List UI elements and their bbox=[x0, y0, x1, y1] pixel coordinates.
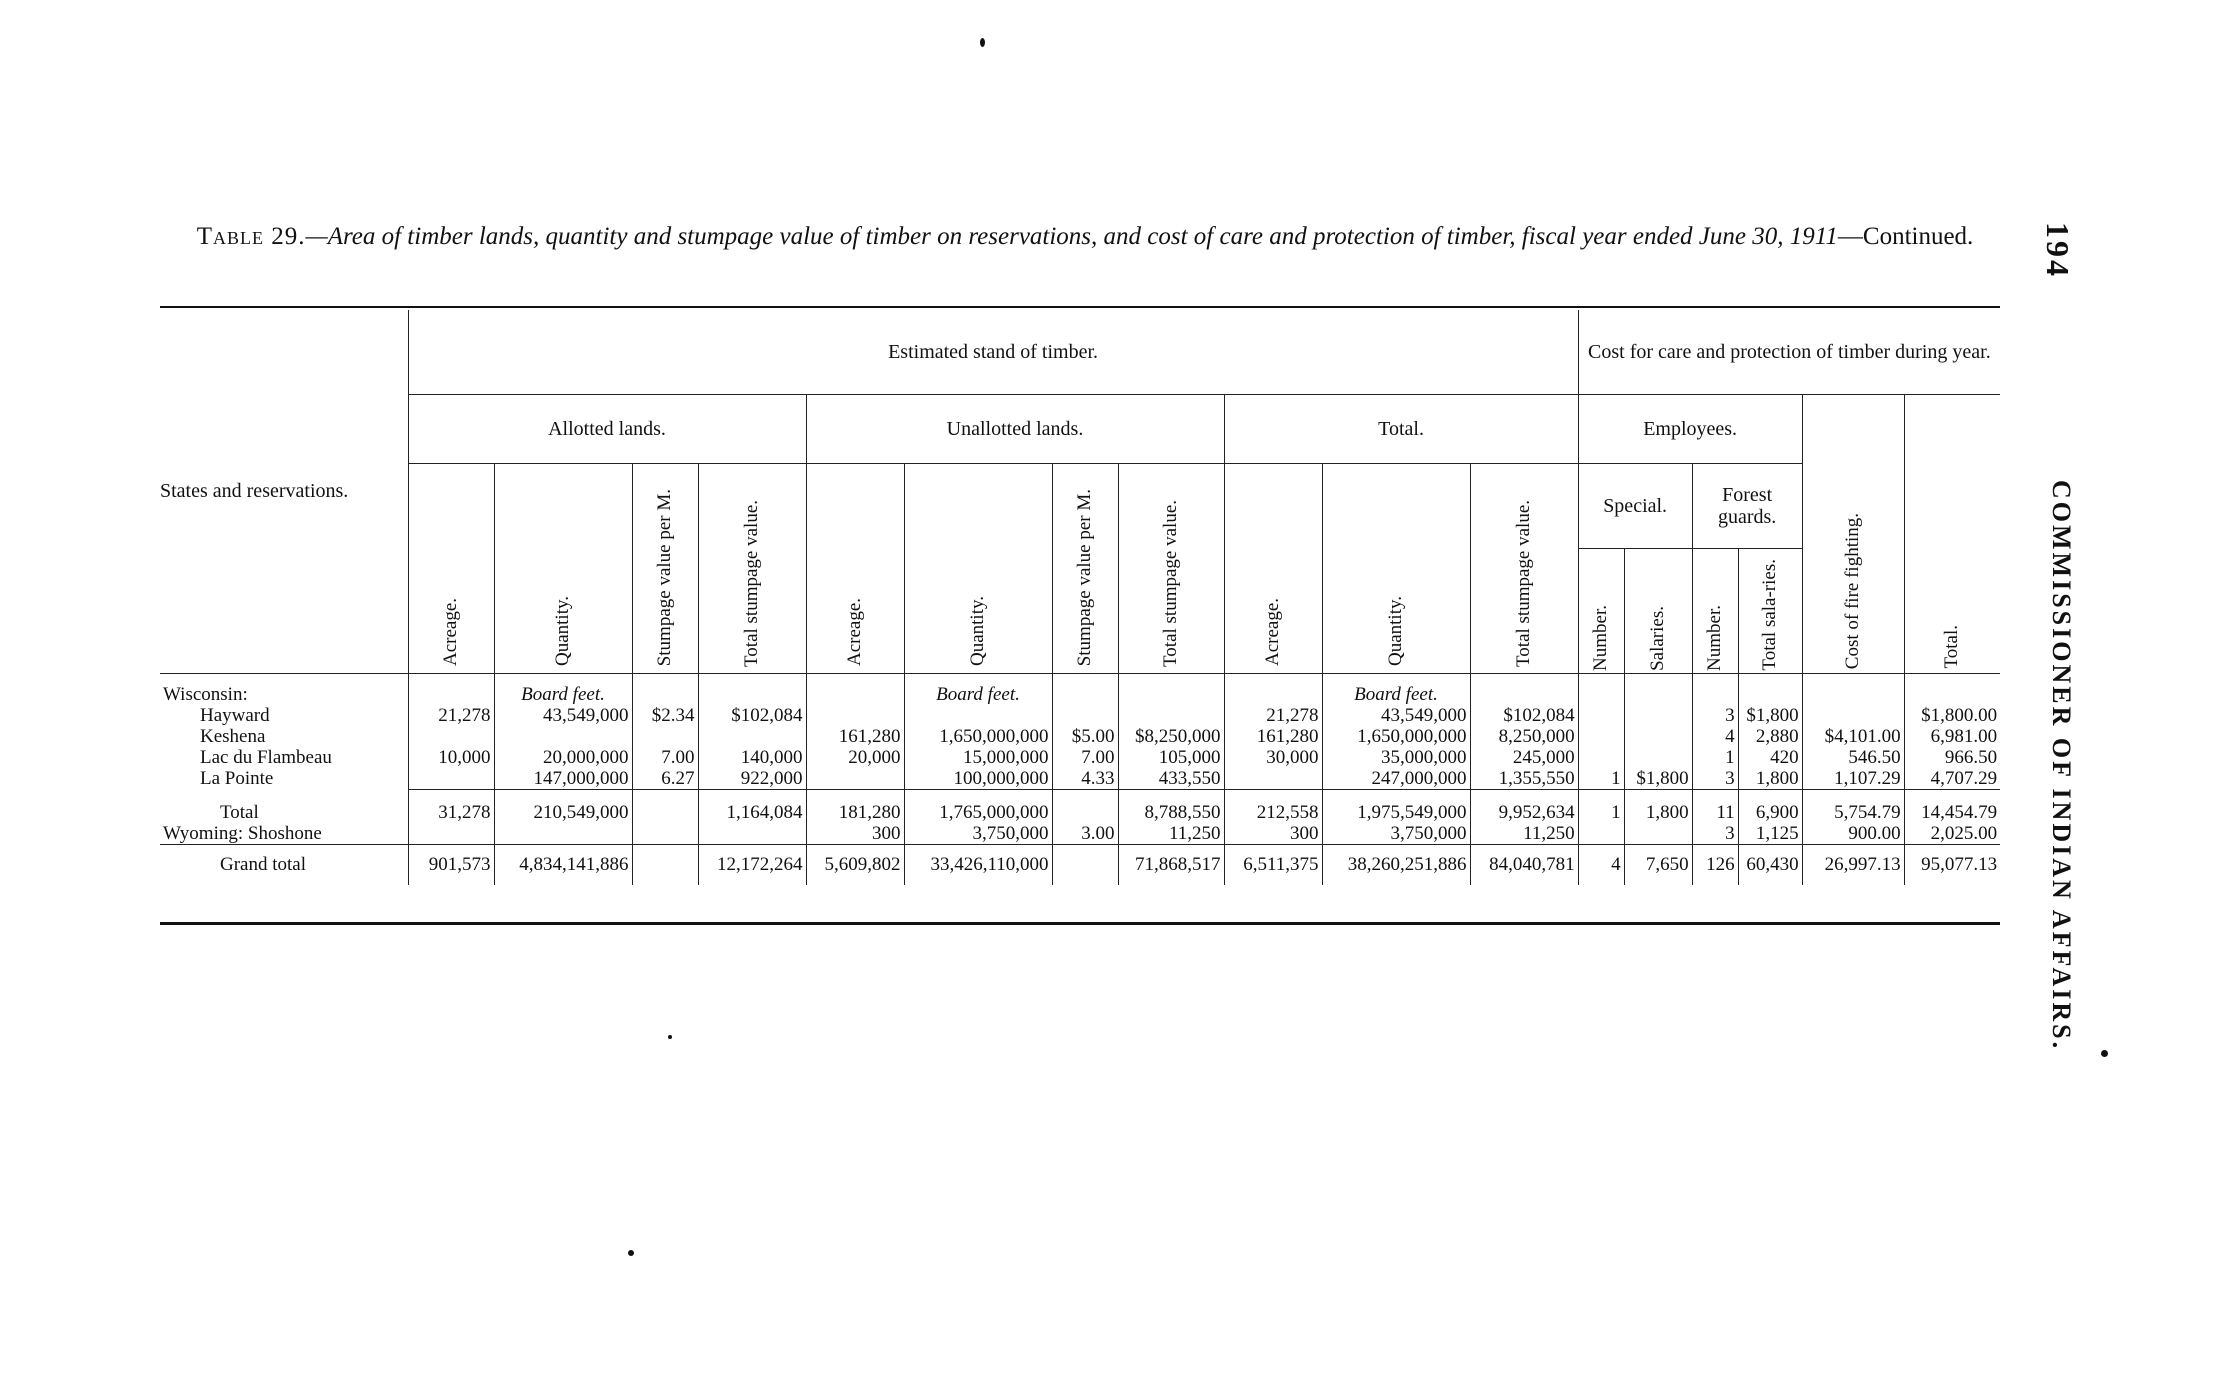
row-name: Wyoming: Shoshone bbox=[163, 823, 322, 844]
cell: 1 bbox=[1578, 768, 1624, 790]
scan-speck bbox=[628, 1250, 634, 1256]
row-name: Total bbox=[220, 801, 259, 823]
header-forest-guards: Forest guards. bbox=[1692, 464, 1802, 549]
cell: 15,000,000 bbox=[904, 747, 1052, 768]
header-unallotted: Unallotted lands. bbox=[806, 395, 1224, 464]
row-name: Keshena bbox=[200, 726, 266, 747]
header-salaries: Salaries. bbox=[1624, 549, 1692, 674]
row-name: Hayward bbox=[200, 705, 270, 726]
cell bbox=[632, 726, 698, 747]
cell: 3,750,000 bbox=[904, 823, 1052, 845]
cell: 300 bbox=[806, 823, 904, 845]
header-acreage-1: Acreage. bbox=[408, 464, 494, 674]
cell: $1,800 bbox=[1738, 705, 1802, 726]
table-row-total bbox=[160, 790, 2000, 824]
table-row bbox=[160, 823, 2000, 845]
header-number-1: Number. bbox=[1578, 549, 1624, 674]
timber-table bbox=[160, 310, 2000, 885]
row-name: Wisconsin: bbox=[163, 684, 248, 705]
cell: 4,834,141,886 bbox=[494, 845, 632, 886]
cell: 14,454.79 bbox=[1904, 790, 2000, 824]
cell: 11,250 bbox=[1470, 823, 1578, 845]
cell bbox=[1052, 705, 1118, 726]
header-special: Special. bbox=[1578, 464, 1692, 549]
table-caption-suffix: —Continued. bbox=[1837, 223, 1974, 250]
cell: 6.27 bbox=[632, 768, 698, 790]
cell: $2.34 bbox=[632, 705, 698, 726]
header-quantity-2: Quantity. bbox=[904, 464, 1052, 674]
cell: 1,800 bbox=[1738, 768, 1802, 790]
header-acreage-3: Acreage. bbox=[1224, 464, 1322, 674]
cell: 3,750,000 bbox=[1322, 823, 1470, 845]
cell: 38,260,251,886 bbox=[1322, 845, 1470, 886]
cell bbox=[408, 768, 494, 790]
cell: 181,280 bbox=[806, 790, 904, 824]
unit-label: Board feet. bbox=[1322, 674, 1470, 706]
scan-speck bbox=[668, 1035, 672, 1039]
header-states-label: States and reservations. bbox=[160, 480, 349, 502]
cell bbox=[1052, 790, 1118, 824]
cell bbox=[1118, 705, 1224, 726]
cell: 43,549,000 bbox=[494, 705, 632, 726]
cell: 5,754.79 bbox=[1802, 790, 1904, 824]
cell: 1,800 bbox=[1624, 790, 1692, 824]
cell: 1,975,549,000 bbox=[1322, 790, 1470, 824]
cell: 8,788,550 bbox=[1118, 790, 1224, 824]
cell bbox=[408, 726, 494, 747]
header-states bbox=[160, 310, 408, 674]
cell: 4.33 bbox=[1052, 768, 1118, 790]
cell: 210,549,000 bbox=[494, 790, 632, 824]
table-title bbox=[160, 222, 2010, 252]
header-row-3 bbox=[160, 464, 2000, 549]
cell: 11 bbox=[1692, 790, 1738, 824]
cell: 33,426,110,000 bbox=[904, 845, 1052, 886]
cell bbox=[1578, 823, 1624, 845]
cell: 212,558 bbox=[1224, 790, 1322, 824]
table-row-grand-total bbox=[160, 845, 2000, 886]
cell: $1,800 bbox=[1624, 768, 1692, 790]
header-quantity-1: Quantity. bbox=[494, 464, 632, 674]
cell: 1 bbox=[1692, 747, 1738, 768]
cell: $102,084 bbox=[698, 705, 806, 726]
cell: 21,278 bbox=[408, 705, 494, 726]
table-row bbox=[160, 768, 2000, 790]
cell: 7.00 bbox=[632, 747, 698, 768]
cell bbox=[1624, 823, 1692, 845]
cell: 4 bbox=[1578, 845, 1624, 886]
cell: 1,125 bbox=[1738, 823, 1802, 845]
header-total-salaries: Total sala-ries. bbox=[1738, 549, 1802, 674]
cell: 922,000 bbox=[698, 768, 806, 790]
cell: 20,000,000 bbox=[494, 747, 632, 768]
cell bbox=[408, 823, 494, 845]
cell: 8,250,000 bbox=[1470, 726, 1578, 747]
cell bbox=[1578, 747, 1624, 768]
cell: 1,650,000,000 bbox=[904, 726, 1052, 747]
table-row-board-feet bbox=[160, 674, 2000, 706]
cell: $5.00 bbox=[1052, 726, 1118, 747]
cell: 1,107.29 bbox=[1802, 768, 1904, 790]
cell: 1,355,550 bbox=[1470, 768, 1578, 790]
cell: 4 bbox=[1692, 726, 1738, 747]
cell: 161,280 bbox=[806, 726, 904, 747]
cell: 20,000 bbox=[806, 747, 904, 768]
cell bbox=[632, 845, 698, 886]
table-label: Table 29. bbox=[196, 223, 306, 250]
top-rule bbox=[160, 306, 2000, 308]
header-stumpage-1: Stumpage value per M. bbox=[632, 464, 698, 674]
table-row bbox=[160, 726, 2000, 747]
cell: 1,765,000,000 bbox=[904, 790, 1052, 824]
cell: 245,000 bbox=[1470, 747, 1578, 768]
cell: 11,250 bbox=[1118, 823, 1224, 845]
cell: 900.00 bbox=[1802, 823, 1904, 845]
cell: 7.00 bbox=[1052, 747, 1118, 768]
table-caption: —Area of timber lands, quantity and stumpage value of timber on reservations, and cost of care and protection of timber, fiscal year ended June 30, 1911 bbox=[305, 223, 1838, 250]
cell: 2,025.00 bbox=[1904, 823, 2000, 845]
row-name: Grand total bbox=[160, 845, 408, 886]
cell: 140,000 bbox=[698, 747, 806, 768]
running-head: COMMISSIONER OF INDIAN AFFAIRS. bbox=[2047, 480, 2076, 1052]
table-row bbox=[160, 747, 2000, 768]
header-employees: Employees. bbox=[1578, 395, 1802, 464]
cell: 3 bbox=[1692, 823, 1738, 845]
header-total: Total. bbox=[1904, 395, 2000, 674]
cell: 4,707.29 bbox=[1904, 768, 2000, 790]
cell bbox=[1578, 726, 1624, 747]
cell: 26,997.13 bbox=[1802, 845, 1904, 886]
cell: $4,101.00 bbox=[1802, 726, 1904, 747]
cell bbox=[494, 823, 632, 845]
cell bbox=[806, 705, 904, 726]
scan-speck bbox=[2101, 1050, 2108, 1057]
cell: 161,280 bbox=[1224, 726, 1322, 747]
cell: 3.00 bbox=[1052, 823, 1118, 845]
row-name: Lac du Flambeau bbox=[200, 747, 332, 768]
header-acreage-2: Acreage. bbox=[806, 464, 904, 674]
header-allotted: Allotted lands. bbox=[408, 395, 806, 464]
cell: 10,000 bbox=[408, 747, 494, 768]
cell: 9,952,634 bbox=[1470, 790, 1578, 824]
scan-speck bbox=[980, 38, 985, 47]
cell bbox=[632, 790, 698, 824]
cell: 60,430 bbox=[1738, 845, 1802, 886]
cell bbox=[1224, 768, 1322, 790]
cell: 126 bbox=[1692, 845, 1738, 886]
bottom-rule bbox=[160, 922, 2000, 925]
cell: 5,609,802 bbox=[806, 845, 904, 886]
cell bbox=[904, 705, 1052, 726]
cell: 100,000,000 bbox=[904, 768, 1052, 790]
cell bbox=[1802, 705, 1904, 726]
page-number: 194 bbox=[2040, 222, 2076, 279]
cell: 43,549,000 bbox=[1322, 705, 1470, 726]
cell bbox=[494, 726, 632, 747]
header-row-2 bbox=[160, 395, 2000, 464]
cell: 901,573 bbox=[408, 845, 494, 886]
header-total-stumpage-2: Total stumpage value. bbox=[1118, 464, 1224, 674]
cell: 12,172,264 bbox=[698, 845, 806, 886]
cell bbox=[1624, 747, 1692, 768]
cell: 7,650 bbox=[1624, 845, 1692, 886]
cell: 6,981.00 bbox=[1904, 726, 2000, 747]
cell: 6,900 bbox=[1738, 790, 1802, 824]
cell: 2,880 bbox=[1738, 726, 1802, 747]
header-total-group: Total. bbox=[1224, 395, 1578, 464]
cell: $1,800.00 bbox=[1904, 705, 2000, 726]
cell: $8,250,000 bbox=[1118, 726, 1224, 747]
header-stumpage-2: Stumpage value per M. bbox=[1052, 464, 1118, 674]
cell: 147,000,000 bbox=[494, 768, 632, 790]
header-cost: Cost for care and protection of timber during year. bbox=[1578, 310, 2000, 395]
cell: 21,278 bbox=[1224, 705, 1322, 726]
header-total-stumpage-3: Total stumpage value. bbox=[1470, 464, 1578, 674]
cell: 546.50 bbox=[1802, 747, 1904, 768]
cell: 71,868,517 bbox=[1118, 845, 1224, 886]
unit-label: Board feet. bbox=[494, 674, 632, 706]
cell: 105,000 bbox=[1118, 747, 1224, 768]
cell: 966.50 bbox=[1904, 747, 2000, 768]
cell: 6,511,375 bbox=[1224, 845, 1322, 886]
cell: 1,164,084 bbox=[698, 790, 806, 824]
cell: 84,040,781 bbox=[1470, 845, 1578, 886]
cell bbox=[1052, 845, 1118, 886]
cell: 300 bbox=[1224, 823, 1322, 845]
cell bbox=[698, 726, 806, 747]
cell: 433,550 bbox=[1118, 768, 1224, 790]
cell: 95,077.13 bbox=[1904, 845, 2000, 886]
cell: 247,000,000 bbox=[1322, 768, 1470, 790]
cell: 1,650,000,000 bbox=[1322, 726, 1470, 747]
unit-label: Board feet. bbox=[904, 674, 1052, 706]
cell: $102,084 bbox=[1470, 705, 1578, 726]
table-row bbox=[160, 705, 2000, 726]
cell: 30,000 bbox=[1224, 747, 1322, 768]
header-total-stumpage-1: Total stumpage value. bbox=[698, 464, 806, 674]
cell bbox=[806, 768, 904, 790]
row-name: La Pointe bbox=[200, 768, 274, 790]
header-estimated: Estimated stand of timber. bbox=[408, 310, 1578, 395]
cell bbox=[1578, 705, 1624, 726]
header-row-1 bbox=[160, 310, 2000, 395]
header-fire: Cost of fire fighting. bbox=[1802, 395, 1904, 674]
cell: 3 bbox=[1692, 705, 1738, 726]
cell: 35,000,000 bbox=[1322, 747, 1470, 768]
header-quantity-3: Quantity. bbox=[1322, 464, 1470, 674]
cell: 1 bbox=[1578, 790, 1624, 824]
header-number-2: Number. bbox=[1692, 549, 1738, 674]
cell bbox=[1624, 726, 1692, 747]
cell bbox=[1624, 705, 1692, 726]
cell: 420 bbox=[1738, 747, 1802, 768]
cell: 31,278 bbox=[408, 790, 494, 824]
cell bbox=[698, 823, 806, 845]
cell bbox=[632, 823, 698, 845]
cell: 3 bbox=[1692, 768, 1738, 790]
